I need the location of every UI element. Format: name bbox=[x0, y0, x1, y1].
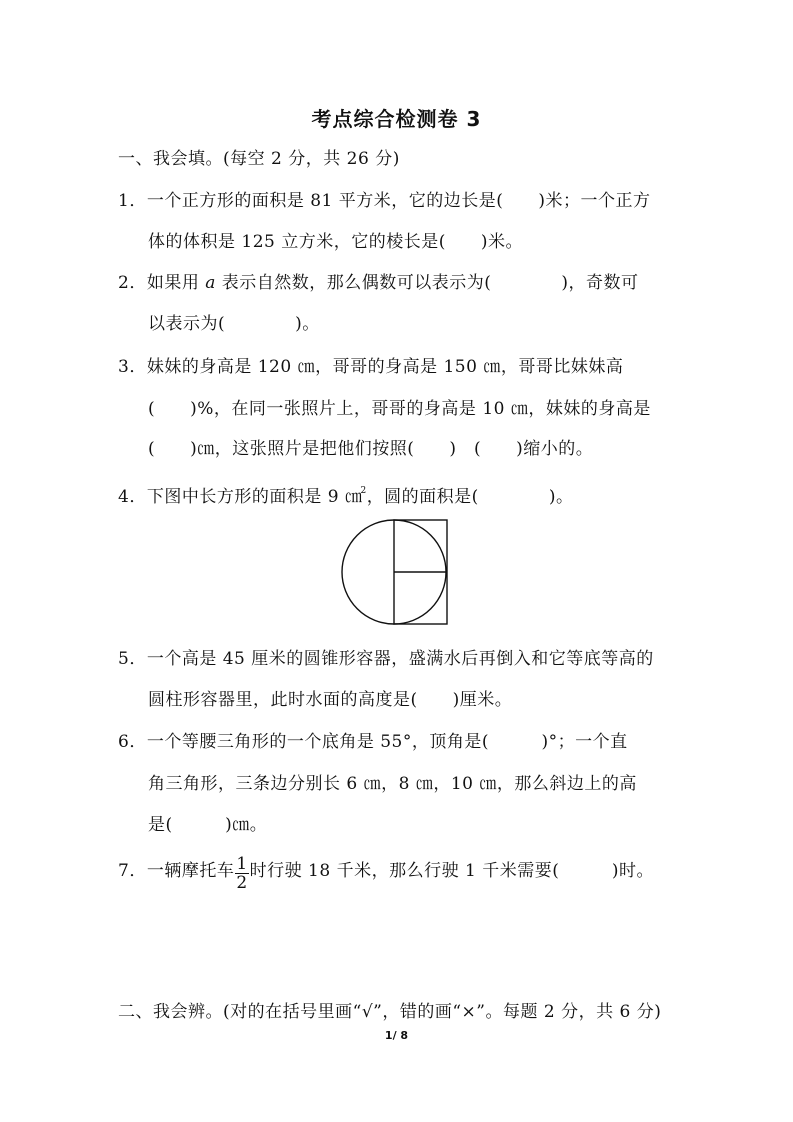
q4-line1-prefix: 4．下图中长方形的面积是 9 ㎝ bbox=[118, 487, 363, 507]
q6-line3: 是( )㎝。 bbox=[148, 815, 268, 835]
q6-line1: 6．一个等腰三角形的一个底角是 55°，顶角是( )°；一个直 bbox=[118, 732, 628, 752]
q2-line2: 以表示为( )。 bbox=[148, 314, 320, 334]
page-title: 考点综合检测卷 3 bbox=[311, 107, 482, 131]
q2-variable: a bbox=[205, 273, 216, 293]
q7-line1-suffix: 时行驶 18 千米，那么行驶 1 千米需要( )时。 bbox=[249, 861, 654, 881]
q1-line1: 1．一个正方形的面积是 81 平方米，它的边长是( )米；一个正方 bbox=[118, 191, 651, 211]
q4-superscript: 2 bbox=[360, 486, 367, 496]
q7-line1 bbox=[118, 851, 654, 891]
q3-line1: 3．妹妹的身高是 120 ㎝，哥哥的身高是 150 ㎝，哥哥比妹妹高 bbox=[118, 357, 624, 377]
q5-line2: 圆柱形容器里，此时水面的高度是( )厘米。 bbox=[148, 690, 513, 710]
page-number: 1/ 8 bbox=[384, 1029, 409, 1042]
q5-line1: 5．一个高是 45 厘米的圆锥形容器，盛满水后再倒入和它等底等高的 bbox=[118, 649, 654, 669]
q7-fraction-numerator: 1 bbox=[236, 854, 248, 874]
q1-line2: 体的体积是 125 立方米，它的棱长是( )米。 bbox=[148, 232, 524, 252]
q4-line1-suffix: ，圆的面积是( )。 bbox=[366, 487, 574, 507]
q3-line3: ( )㎝，这张照片是把他们按照( ) ( )缩小的。 bbox=[148, 439, 594, 459]
section1-heading: 一、我会填。(每空 2 分，共 26 分) bbox=[118, 149, 400, 169]
q2-line1 bbox=[118, 271, 639, 295]
q7-fraction-denominator: 2 bbox=[236, 873, 248, 893]
circle-rectangle-figure bbox=[340, 519, 452, 629]
q2-line1-suffix: 表示自然数，那么偶数可以表示为( )，奇数可 bbox=[215, 273, 639, 293]
q3-line2: ( )%，在同一张照片上，哥哥的身高是 10 ㎝，妹妹的身高是 bbox=[148, 399, 651, 419]
section2-heading: 二、我会辨。(对的在括号里画“√”，错的画“×”。每题 2 分，共 6 分) bbox=[118, 1002, 662, 1022]
q7-line1-prefix: 7．一辆摩托车 bbox=[118, 861, 235, 881]
q6-line2: 角三角形，三条边分别长 6 ㎝，8 ㎝，10 ㎝，那么斜边上的高 bbox=[148, 774, 637, 794]
q2-line1-prefix: 2．如果用 bbox=[118, 273, 206, 293]
q4-line1 bbox=[118, 479, 573, 509]
q7-fraction bbox=[235, 855, 248, 892]
